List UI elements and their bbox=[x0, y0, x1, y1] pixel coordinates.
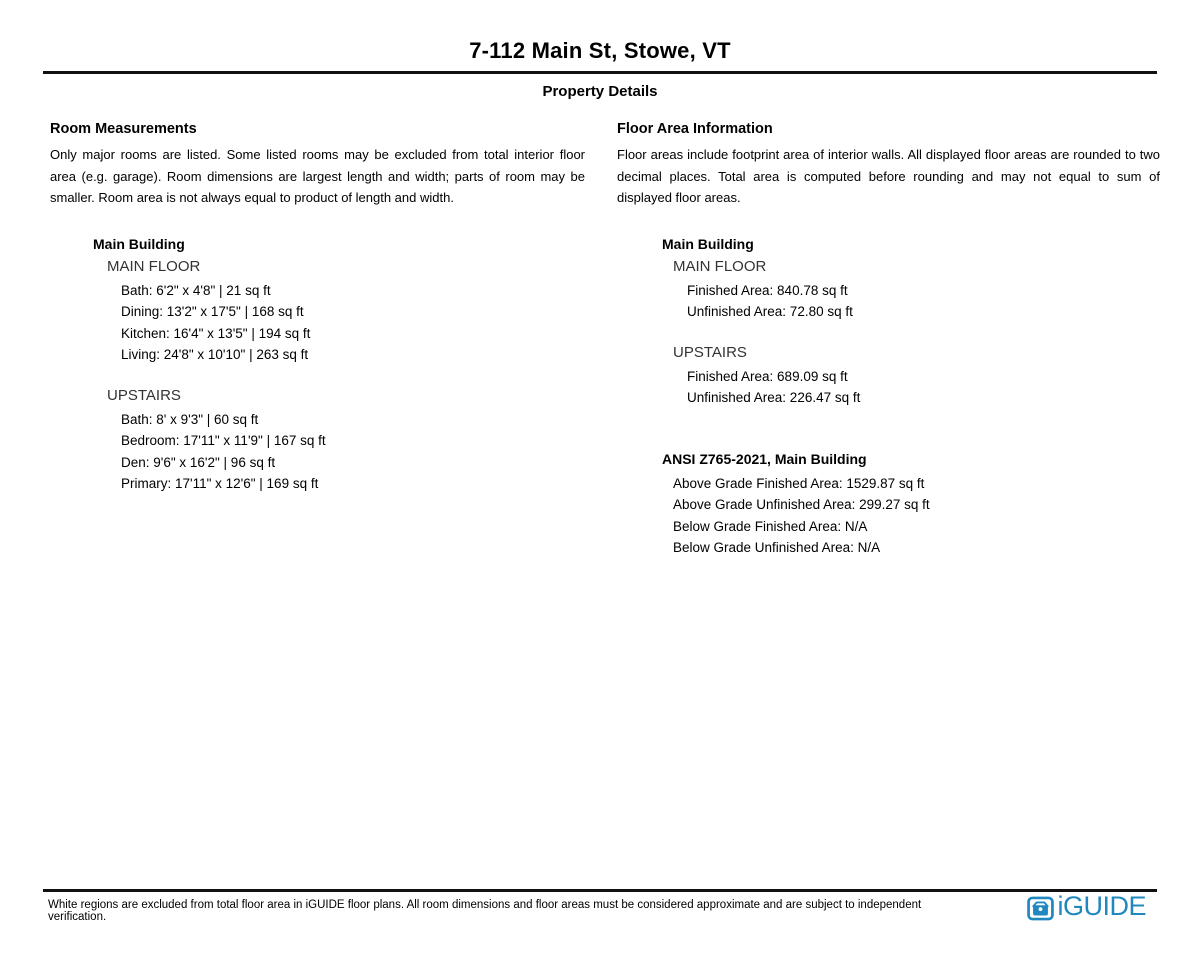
room-entry: Bath: 8' x 9'3" | 60 sq ft bbox=[121, 411, 259, 427]
room-entry: Primary: 17'11" x 12'6" | 169 sq ft bbox=[121, 476, 319, 491]
footer-divider bbox=[43, 889, 1157, 892]
ansi-section bbox=[662, 451, 1160, 559]
room-entry: Kitchen: 16'4" x 13'5" | 194 sq ft bbox=[121, 325, 311, 341]
property-details-page bbox=[0, 38, 1200, 965]
room-entry: Living: 24'8" x 10'10" | 263 sq ft bbox=[121, 347, 309, 362]
footer-disclaimer: White regions are excluded from total floor area in iGUIDE floor plans. All room dimensions and floor areas must be considered approximate and are subject to independent verification. bbox=[48, 899, 922, 923]
floor-upstairs bbox=[93, 387, 585, 495]
ansi-entry: Above Grade Unfinished Area: 299.27 sq ft bbox=[673, 497, 930, 512]
floor-main-floor-areas bbox=[662, 258, 1160, 323]
floor-upstairs-areas bbox=[662, 344, 1160, 409]
room-entry: Den: 9'6" x 16'2" | 96 sq ft bbox=[121, 454, 276, 470]
room-entry: Bath: 6'2" x 4'8" | 21 sq ft bbox=[121, 282, 271, 298]
title-divider bbox=[43, 71, 1157, 74]
room-entry: Bedroom: 17'11" x 11'9" | 167 sq ft bbox=[121, 433, 326, 448]
floor-name: MAIN FLOOR bbox=[673, 257, 767, 275]
floor-area-description: Floor areas include footprint area of interior walls. All displayed floor areas are rounded to two decimal places. Total area is computed before rounding and may not equal to sum of displayed floor areas. bbox=[617, 147, 1160, 205]
area-entry: Unfinished Area: 226.47 sq ft bbox=[687, 390, 861, 405]
room-measurements-section bbox=[50, 121, 585, 559]
room-measurements-building bbox=[93, 236, 585, 495]
iguide-logo bbox=[1027, 891, 1146, 922]
iguide-box-icon bbox=[1027, 895, 1054, 922]
room-measurements-heading: Room Measurements bbox=[50, 121, 197, 137]
floor-area-section bbox=[617, 121, 1160, 559]
floor-area-heading: Floor Area Information bbox=[617, 121, 773, 137]
area-entry: Finished Area: 689.09 sq ft bbox=[687, 368, 848, 384]
area-entry: Unfinished Area: 72.80 sq ft bbox=[687, 304, 853, 319]
content-columns bbox=[50, 121, 1200, 559]
floor-name: UPSTAIRS bbox=[673, 343, 747, 361]
floor-name: MAIN FLOOR bbox=[107, 257, 201, 275]
ansi-entry: Below Grade Unfinished Area: N/A bbox=[673, 540, 881, 555]
ansi-heading: ANSI Z765-2021, Main Building bbox=[662, 450, 867, 467]
room-measurements-description: Only major rooms are listed. Some listed rooms may be excluded from total interior floor area (e.g. garage). Room dimensions are largest length and width; parts of room may be smaller. Room area is not always equal to product of length and width. bbox=[50, 147, 585, 205]
area-list bbox=[687, 280, 1160, 323]
floor-name: UPSTAIRS bbox=[107, 386, 181, 404]
area-entry: Finished Area: 840.78 sq ft bbox=[687, 282, 848, 298]
room-list bbox=[121, 280, 585, 366]
room-entry: Dining: 13'2" x 17'5" | 168 sq ft bbox=[121, 304, 304, 319]
page-subtitle: Property Details bbox=[542, 83, 658, 100]
page-title: 7-112 Main St, Stowe, VT bbox=[469, 38, 731, 63]
ansi-entry: Below Grade Finished Area: N/A bbox=[673, 518, 868, 534]
iguide-logo-text: iGUIDE bbox=[1057, 891, 1146, 921]
ansi-entry: Above Grade Finished Area: 1529.87 sq ft bbox=[673, 475, 925, 491]
floor-area-building bbox=[662, 236, 1160, 409]
area-list bbox=[687, 366, 1160, 409]
room-list bbox=[121, 409, 585, 495]
floor-main-floor bbox=[93, 258, 585, 366]
ansi-list bbox=[673, 473, 1160, 559]
building-name: Main Building bbox=[93, 235, 185, 252]
building-name: Main Building bbox=[662, 235, 754, 252]
